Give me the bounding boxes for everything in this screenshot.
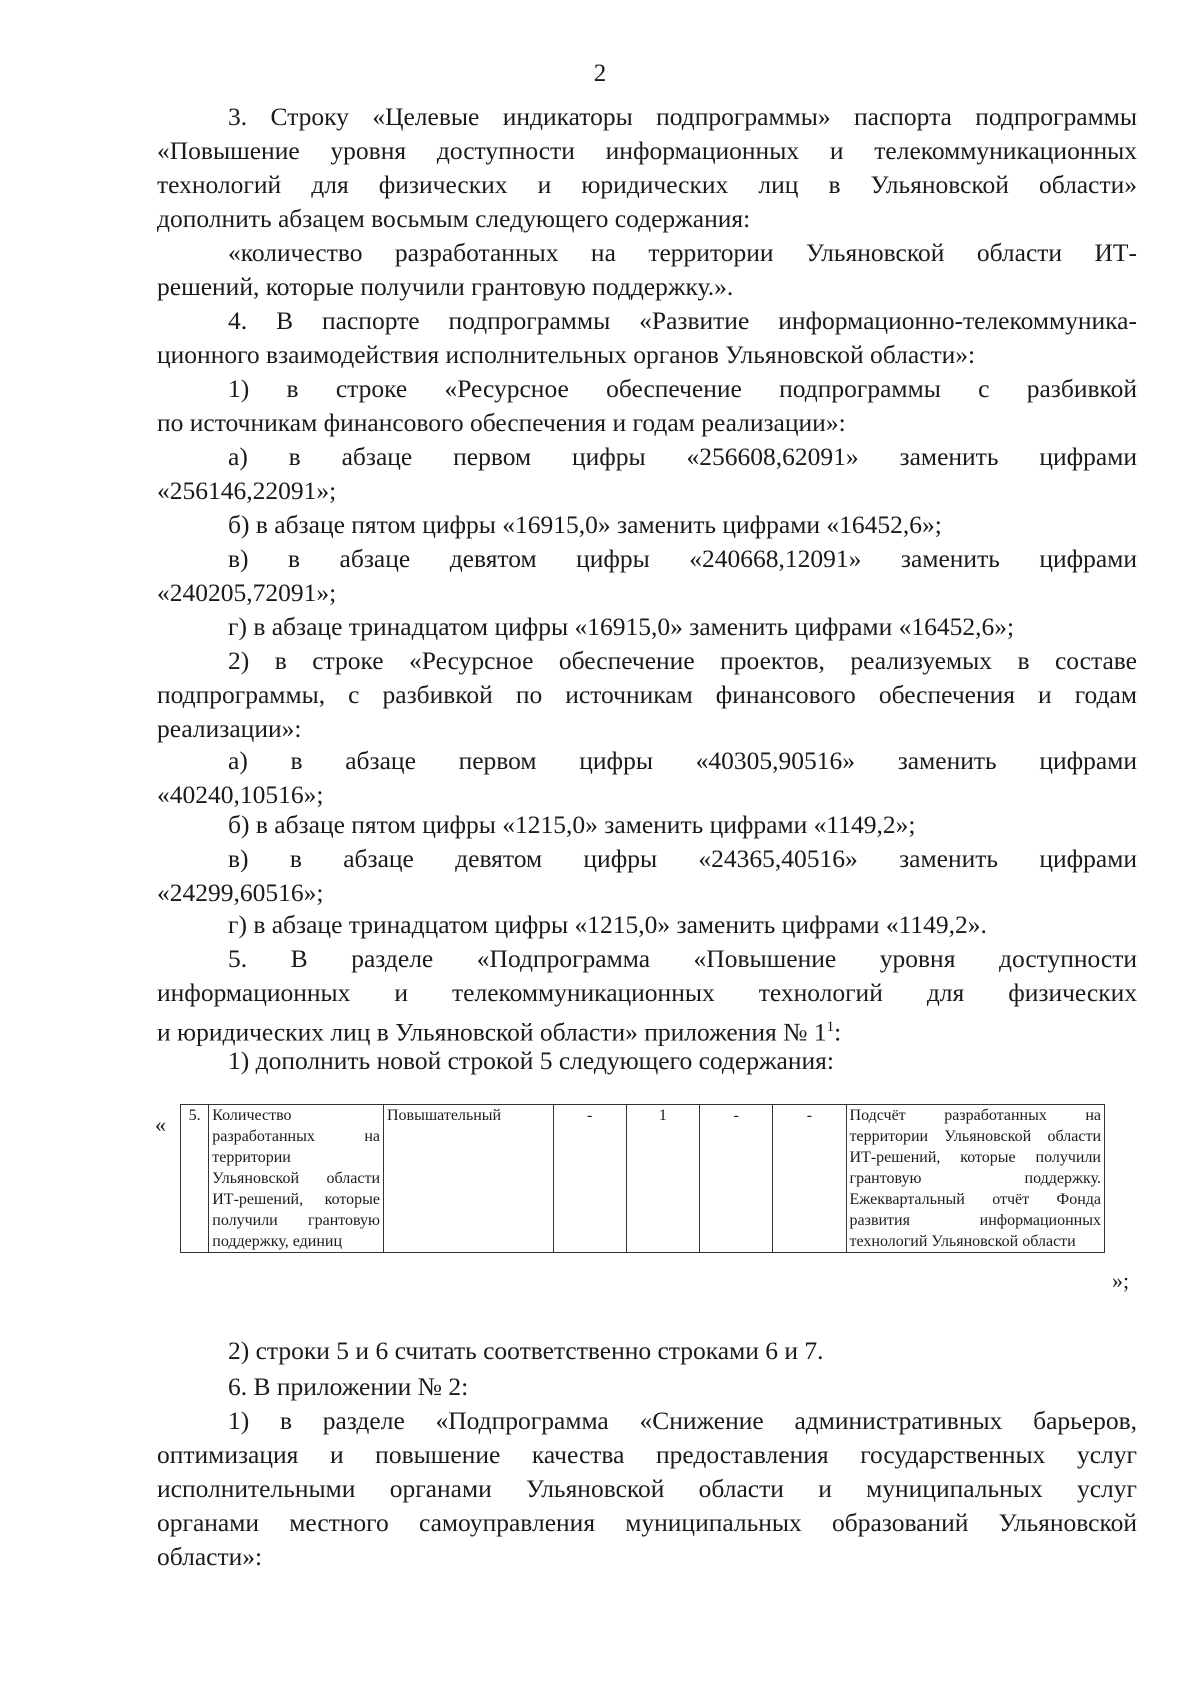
paragraph-item-4-2-g: г) в абзаце тринадцатом цифры «1215,0» заменить цифрами «1149,2». [228,910,987,939]
paragraph-item-4-1-v: в) в абзаце девятом цифры «240668,12091» заменить цифрами «240205,72091»; [157,544,1137,607]
paragraph-item-4-1-a: а) в абзаце первом цифры «256608,62091» заменить цифрами «256146,22091»; [157,442,1137,505]
cell-calculation-source: Подсчёт разработанных на территории Ульяновской области ИТ-решений, которые получили грантовую поддержку. Ежеквартальный отчёт Фонда развития информационных технологий Ульяновской области [846,1105,1104,1253]
paragraph-item-4: 4. В паспорте подпрограммы «Развитие информационно-телекоммуника- ционного взаимодействия исполнительных органов Ульяновской области»: [157,306,1137,369]
table-row [181,1105,1105,1253]
cell-indicator-name: Количество разработанных на территории Ульяновской области ИТ-решений, которые получили грантовую поддержку, единиц [209,1105,384,1253]
paragraph-item-4-1-g: г) в абзаце тринадцатом цифры «16915,0» заменить цифрами «16452,6»; [228,612,1015,641]
cell-value-3: - [700,1105,773,1253]
cell-number: 5. [181,1105,209,1253]
paragraph-item-6: 6. В приложении № 2: [228,1372,469,1401]
cell-indicator-type: Повышательный [384,1105,554,1253]
paragraph-item-3: 3. Строку «Целевые индикаторы подпрограммы» паспорта подпрограммы «Повышение уровня доступности информационных и телекоммуникационных технологий для физических и юридических лиц в Ульяновской области» дополнить абзацем восьмым следующего содержания: [157,102,1137,233]
paragraph-item-5-2: 2) строки 5 и 6 считать соответственно строками 6 и 7. [228,1336,824,1365]
paragraph-item-4-2-b: б) в абзаце пятом цифры «1215,0» заменить цифрами «1149,2»; [228,810,916,839]
paragraph-quote-3: «количество разработанных на территории Ульяновской области ИТ- решений, которые получили грантовую поддержку.». [157,238,1137,301]
cell-value-4: - [773,1105,846,1253]
cell-value-1: - [553,1105,626,1253]
paragraph-item-6-1: 1) в разделе «Подпрограмма «Снижение административных барьеров, оптимизация и повышение качества предоставления государственных услуг исполнительными органами Ульяновской области и муниципальных услуг органами местного самоуправления муниципальных образований Ульяновской области»: [157,1406,1137,1571]
table-close-quote: »; [1112,1268,1130,1293]
paragraph-item-4-2-v: в) в абзаце девятом цифры «24365,40516» заменить цифрами «24299,60516»; [157,844,1137,907]
inserted-indicator-table [180,1104,1105,1253]
table-open-quote: « [155,1112,166,1137]
paragraph-item-5-1: 1) дополнить новой строкой 5 следующего содержания: [228,1046,834,1075]
paragraph-item-4-1: 1) в строке «Ресурсное обеспечение подпрограммы с разбивкой по источникам финансового обеспечения и годам реализации»: [157,374,1137,437]
paragraph-item-4-2: 2) в строке «Ресурсное обеспечение проектов, реализуемых в составе подпрограммы, с разбивкой по источникам финансового обеспечения и годам реализации»: [157,646,1137,743]
paragraph-item-4-1-b: б) в абзаце пятом цифры «16915,0» заменить цифрами «16452,6»; [228,510,942,539]
page-number: 2 [593,60,607,87]
cell-value-2: 1 [626,1105,699,1253]
paragraph-item-5: 5. В разделе «Подпрограмма «Повышение уровня доступности информационных и телекоммуникационных технологий для физических и юридических лиц в Ульяновской области» приложения № $1^1$: [157,944,1137,1047]
paragraph-item-4-2-a: а) в абзаце первом цифры «40305,90516» заменить цифрами «40240,10516»; [157,746,1137,809]
